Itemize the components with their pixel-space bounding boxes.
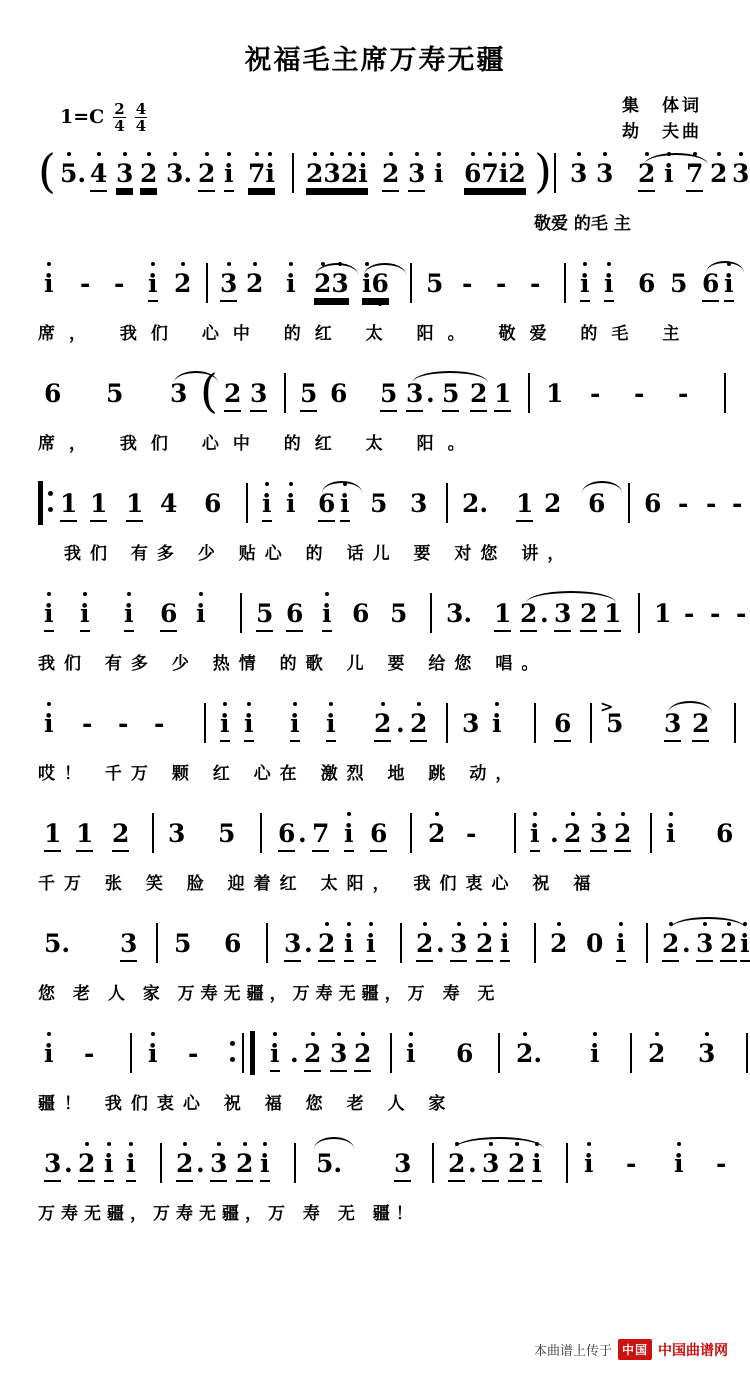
system-8 — [34, 919, 750, 1029]
meter-4-4: $\frac{4}{4}$ — [135, 100, 147, 135]
system-4-lyrics — [34, 537, 716, 571]
system-3 — [34, 364, 716, 479]
system-4 — [34, 479, 743, 589]
credits — [622, 93, 702, 146]
system-6-lyrics — [34, 757, 716, 791]
system-10-notes: 3 . 2 i i 2 . 3 2 i 5. 3 2 . 3 2 i i - i - — [34, 1139, 716, 1197]
lyric-text: 敬爱 的毛 主 — [534, 214, 631, 234]
key-and-meter — [60, 101, 147, 133]
meter-2-4: $\frac{2}{4}$ — [114, 100, 125, 135]
system-3-lyrics — [34, 427, 716, 461]
lyric-text: 千万 张 笑 脸 迎着红 太阳， 我们衷心 祝 福 — [38, 874, 600, 894]
system-1-lyrics — [34, 207, 716, 241]
credit-lyricist: 集 体词 — [622, 96, 702, 116]
lyric-text: 哎！ 千万 颗 红 心在 激烈 地 跳 动， — [38, 764, 522, 784]
system-9-lyrics — [34, 1087, 716, 1121]
score-header — [0, 91, 750, 149]
site-name[interactable]: 中国曲谱网 — [658, 1342, 728, 1359]
system-5-lyrics — [34, 647, 716, 681]
lyric-text: 我们 有多 少 贴心 的 话儿 要 对您 讲， — [64, 544, 574, 564]
system-7-lyrics — [34, 867, 716, 901]
system-4-notes: 1 1 1 4 6 i i 6 i 5 3 2. 1 2 6 6 - - - — [34, 479, 716, 537]
site-logo: 中国 — [618, 1339, 652, 1360]
footer-text: 本曲谱上传于 — [533, 1344, 612, 1359]
credit-composer: 劫 夫曲 — [622, 122, 702, 143]
lyric-text: 疆！ 我们衷心 祝 福 您 老 人 家 — [38, 1094, 455, 1114]
system-8-notes: 5. 3 5 6 3 . 2 i i 2 . 3 2 i 2 0 i 2 . 3 2 i — [34, 919, 716, 977]
system-1-notes: ( 5. 4 3 2 3. 2 i 7i 232i 2 3 i 67i2 ) 3 3 2 i 7 2 3 — [38, 144, 750, 198]
system-2-lyrics — [34, 317, 716, 351]
system-5-notes: i i i 6 i 5 6 i 6 5 3. 1 2 . 3 2 1 1 - - - — [34, 589, 716, 647]
key-signature: 1=C — [60, 106, 105, 128]
system-7 — [34, 809, 734, 919]
system-6 — [34, 699, 716, 809]
system-1 — [34, 144, 750, 259]
lyric-text: 席， 我们 心中 的红 太 阳。 敬爱 的毛 主 — [38, 324, 694, 344]
system-5 — [34, 589, 747, 699]
system-8-lyrics — [34, 977, 716, 1011]
page-title: 祝福毛主席万寿无疆 — [244, 45, 506, 76]
lyric-text: 您 老 人 家 万寿无疆，万寿无疆，万 寿 无 — [38, 984, 501, 1004]
system-10-lyrics — [34, 1197, 716, 1231]
system-9-notes: i - i - i . 2 3 2 i 6 2. i 2 3 — [34, 1029, 716, 1087]
system-10 — [34, 1139, 727, 1249]
system-3-notes: 6 5 3 ( 2 3 5 6 5 3 . 5 2 1 1 - - - — [34, 369, 716, 427]
lyric-text: 我们 有多 少 热情 的歌 儿 要 给您 唱。 — [38, 654, 548, 674]
lyric-text: 万寿无疆，万寿无疆，万 寿 无 疆！ — [38, 1204, 419, 1224]
lyric-text: 席， 我们 心中 的红 太 阳。 — [38, 434, 479, 454]
footer-credit — [534, 1339, 728, 1360]
system-7-notes: 1 1 2 3 5 6 . 7 i 6 2 - i . 2 3 2 i 6 — [34, 809, 716, 867]
system-2 — [34, 259, 734, 369]
system-9 — [34, 1029, 716, 1139]
system-6-notes: i - - - i i i i 2 . 2 3 i 6 5 > 3 2 — [34, 699, 716, 757]
system-2-notes: i - - i 2 3 2 i 23 i6 5 - - - i i 6 5 6 i — [34, 259, 716, 317]
